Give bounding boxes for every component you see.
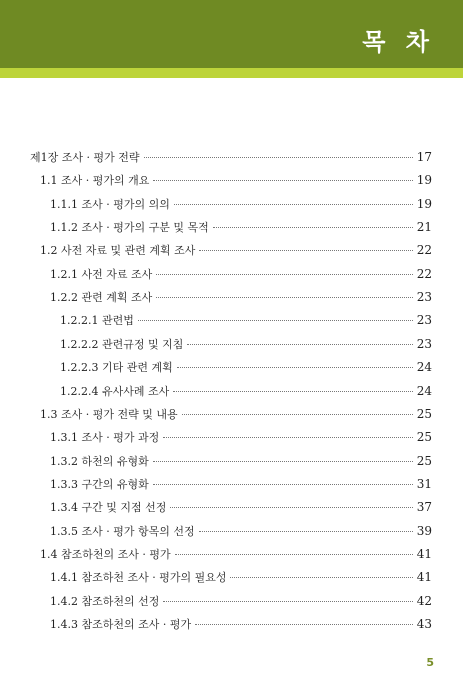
toc-entry[interactable] <box>50 218 432 236</box>
toc-entry-page: 22 <box>416 243 432 258</box>
toc-entry[interactable] <box>50 592 432 610</box>
toc-entry[interactable] <box>60 335 432 353</box>
toc-entry[interactable] <box>40 545 432 563</box>
toc-dot-leader <box>230 577 412 578</box>
toc-dot-leader <box>187 344 412 345</box>
toc-entry-label: 1.2.2.1 관련법 <box>60 314 134 328</box>
toc-entry-page: 19 <box>416 173 432 188</box>
toc-entry-label: 제1장 조사 · 평가 전략 <box>30 151 140 164</box>
toc-entry-page: 24 <box>416 383 432 398</box>
toc-entry[interactable] <box>50 615 432 633</box>
toc-entry[interactable] <box>50 195 432 213</box>
toc-entry-label: 1.1.2 조사 · 평가의 구분 및 목적 <box>50 221 209 235</box>
toc-entry-page: 42 <box>416 593 432 608</box>
toc-dot-leader <box>195 624 413 625</box>
toc-entry[interactable] <box>60 382 432 400</box>
toc-entry-label: 1.1.1 조사 · 평가의 의의 <box>50 197 170 211</box>
toc-entry-page: 41 <box>416 546 432 561</box>
toc-entry-page: 37 <box>416 500 432 515</box>
toc-entry-label: 1.2 사전 자료 및 관련 계획 조사 <box>40 244 196 258</box>
toc-entry-page: 43 <box>416 617 432 631</box>
toc-dot-leader <box>213 227 413 228</box>
toc-entry[interactable] <box>50 522 432 540</box>
toc-entry-label: 1.4 참조하천의 조사 · 평가 <box>40 547 171 561</box>
toc-dot-leader <box>156 297 412 298</box>
toc-entry[interactable] <box>40 405 432 423</box>
toc-entry[interactable] <box>50 498 432 516</box>
toc-entry-page: 17 <box>416 150 432 164</box>
toc-entry-page: 23 <box>416 290 432 305</box>
toc-entry[interactable] <box>50 475 432 493</box>
toc-entry-label: 1.2.2.4 유사사례 조사 <box>60 384 170 398</box>
toc-entry-label: 1.2.2.3 기타 관련 계획 <box>60 361 173 375</box>
toc-entry-label: 1.3.3 구간의 유형화 <box>50 477 149 491</box>
page-title: 목 차 <box>362 28 435 56</box>
toc-dot-leader <box>138 320 413 321</box>
toc-entry-label: 1.2.1 사전 자료 조사 <box>50 267 153 281</box>
toc-entry-label: 1.4.2 참조하천의 선정 <box>50 594 160 608</box>
toc-entry-label: 1.3 조사 · 평가 전략 및 내용 <box>40 407 178 421</box>
toc-entry[interactable] <box>30 148 432 166</box>
toc-entry-page: 21 <box>416 220 432 235</box>
toc-entry[interactable] <box>40 241 432 259</box>
toc-entry[interactable] <box>40 171 432 189</box>
toc-entry-page: 25 <box>416 406 432 421</box>
header-stripe <box>0 68 463 78</box>
toc-entry-page: 23 <box>416 313 432 328</box>
toc-entry-label: 1.2.2.2 관련규정 및 지침 <box>60 337 184 351</box>
toc-entry-label: 1.3.2 하천의 유형화 <box>50 454 149 468</box>
toc-entry-label: 1.3.4 구간 및 지점 선정 <box>50 501 167 515</box>
toc-dot-leader <box>177 367 413 368</box>
toc-entry[interactable] <box>50 452 432 470</box>
toc-entry-page: 24 <box>416 360 432 375</box>
toc-dot-leader <box>170 507 412 508</box>
toc-entry-label: 1.2.2 관련 계획 조사 <box>50 291 153 305</box>
toc-dot-leader <box>153 180 412 181</box>
toc-entry-page: 19 <box>416 196 432 211</box>
toc-entry[interactable] <box>50 265 432 283</box>
toc-entry-page: 25 <box>416 453 432 468</box>
toc-entry-page: 39 <box>416 523 432 538</box>
toc-entry[interactable] <box>50 428 432 446</box>
toc-dot-leader <box>182 414 413 415</box>
toc-entry-label: 1.4.1 참조하천 조사 · 평가의 필요성 <box>50 571 227 585</box>
toc-dot-leader <box>153 461 413 462</box>
toc-entry-label: 1.3.1 조사 · 평가 과정 <box>50 431 160 445</box>
toc-dot-leader <box>163 601 412 602</box>
toc-entry[interactable] <box>50 288 432 306</box>
toc-dot-leader <box>163 437 412 438</box>
toc-dot-leader <box>144 157 413 158</box>
toc-dot-leader <box>175 554 413 555</box>
toc-dot-leader <box>173 391 412 392</box>
toc-entry-label: 1.1 조사 · 평가의 개요 <box>40 174 150 188</box>
toc-dot-leader <box>153 484 413 485</box>
toc-entry-page: 25 <box>416 430 432 445</box>
toc-entry-page: 22 <box>416 266 432 281</box>
toc-dot-leader <box>174 204 413 205</box>
toc-entry-page: 23 <box>416 336 432 351</box>
toc-entry-label: 1.4.3 참조하천의 조사 · 평가 <box>50 618 192 631</box>
toc-entry[interactable] <box>50 568 432 586</box>
toc-entry-page: 41 <box>416 570 432 585</box>
toc-entry-page: 31 <box>416 476 432 491</box>
toc-dot-leader <box>199 531 413 532</box>
toc-dot-leader <box>156 274 412 275</box>
toc-entry[interactable] <box>60 311 432 329</box>
toc-entry-label: 1.3.5 조사 · 평가 항목의 선정 <box>50 524 195 538</box>
toc-entry[interactable] <box>60 358 432 376</box>
page-number: 5 <box>426 656 434 669</box>
toc-dot-leader <box>199 250 412 251</box>
